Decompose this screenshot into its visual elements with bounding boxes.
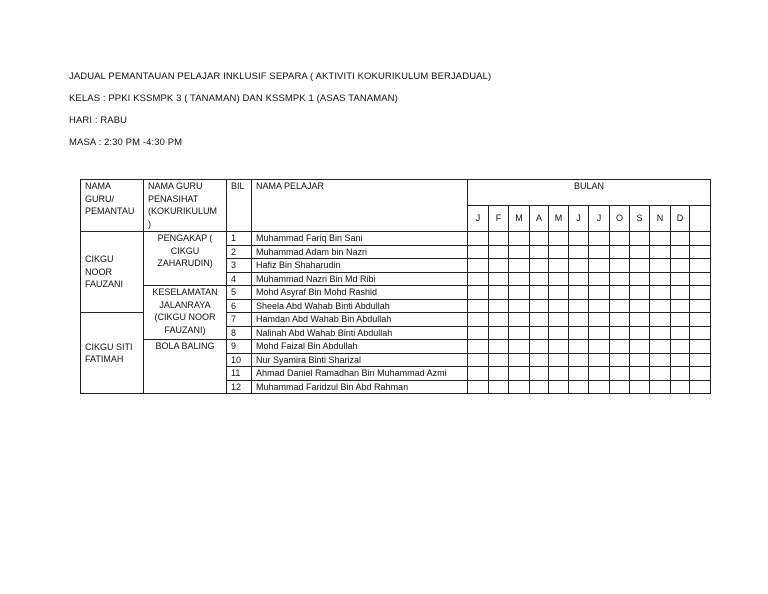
bil-cell: 4: [227, 272, 252, 286]
masa-line: MASA : 2:30 PM -4:30 PM: [69, 137, 183, 148]
bil-cell: 11: [227, 367, 252, 381]
bil-cell: 8: [227, 326, 252, 340]
student-name-cell: Muhammad Nazri Bin Md Ribi: [252, 272, 468, 286]
schedule-table: [80, 179, 711, 394]
month-header: J: [589, 206, 610, 232]
student-name-cell: Ahmad Daniel Ramadhan Bin Muhammad Azmi: [252, 367, 468, 381]
guru-penasihat-cell: KESELAMATAN JALANRAYA (CIKGU NOOR FAUZANI): [144, 286, 227, 340]
month-header: N: [650, 206, 671, 232]
document-title: JADUAL PEMANTAUAN PELAJAR INKLUSIF SEPARA ( AKTIVITI KOKURIKULUM BERJADUAL): [69, 71, 492, 82]
student-name-cell: Nalinah Abd Wahab Binti Abdullah: [252, 326, 468, 340]
bil-cell: 7: [227, 313, 252, 327]
bil-cell: 12: [227, 380, 252, 394]
month-header: O: [610, 206, 630, 232]
student-name-cell: Hafiz Bin Shaharudin: [252, 259, 468, 273]
header-nama-pelajar: NAMA PELAJAR: [252, 180, 468, 232]
header-bulan: BULAN: [468, 180, 711, 206]
bil-cell: 10: [227, 353, 252, 367]
student-name-cell: Sheela Abd Wahab Binti Abdullah: [252, 299, 468, 313]
bil-cell: 9: [227, 340, 252, 354]
student-name-cell: Mohd Asyraf Bin Mohd Rashid: [252, 286, 468, 300]
month-header: M: [549, 206, 569, 232]
student-name-cell: Hamdan Abd Wahab Bin Abdullah: [252, 313, 468, 327]
month-header: D: [671, 206, 690, 232]
guru-penasihat-cell: BOLA BALING: [144, 340, 227, 394]
student-name-cell: Mohd Faizal Bin Abdullah: [252, 340, 468, 354]
month-header: F: [489, 206, 509, 232]
header-bil: BIL: [227, 180, 252, 232]
header-guru-penasihat: NAMA GURU PENASIHAT (KOKURIKULUM ): [144, 180, 227, 232]
month-header: A: [530, 206, 549, 232]
bil-cell: 1: [227, 232, 252, 246]
bil-cell: 6: [227, 299, 252, 313]
student-name-cell: Muhammad Faridzul Bin Abd Rahman: [252, 380, 468, 394]
hari-line: HARI : RABU: [69, 115, 128, 126]
month-header: [690, 206, 711, 232]
student-name-cell: Muhammad Adam bin Nazri: [252, 245, 468, 259]
bil-cell: 2: [227, 245, 252, 259]
month-header: S: [630, 206, 650, 232]
guru-penasihat-cell: PENGAKAP ( CIKGU ZAHARUDIN): [144, 232, 227, 286]
bil-cell: 5: [227, 286, 252, 300]
student-name-cell: Nur Syamira Binti Sharizal: [252, 353, 468, 367]
bil-cell: 3: [227, 259, 252, 273]
guru-pemantau-cell: CIKGU NOOR FAUZANI: [81, 232, 144, 313]
month-header: J: [468, 206, 489, 232]
guru-pemantau-cell: CIKGU SITI FATIMAH: [81, 313, 144, 394]
header-guru-pemantau: NAMA GURU/ PEMANTAU: [81, 180, 144, 232]
student-name-cell: Muhammad Fariq Bin Sani: [252, 232, 468, 246]
month-header: M: [509, 206, 530, 232]
kelas-line: KELAS : PPKI KSSMPK 3 ( TANAMAN) DAN KSSMPK 1 (ASAS TANAMAN): [69, 93, 398, 104]
month-header: J: [569, 206, 589, 232]
